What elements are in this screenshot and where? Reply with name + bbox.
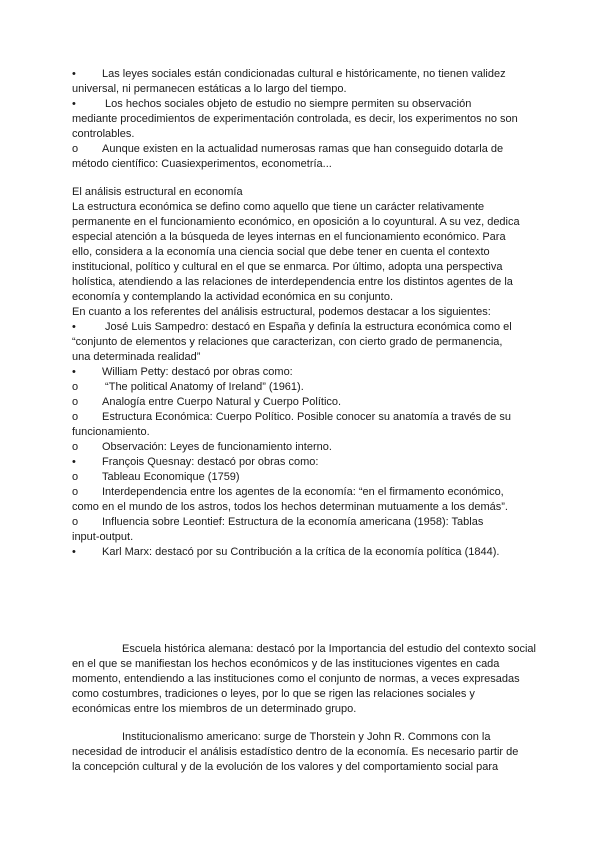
paragraph-line: momento, entendiendo a las instituciones como el conjunto de normas, a veces expresadas — [72, 673, 520, 685]
spacer — [72, 717, 530, 730]
paragraph-line: ello, considera a la economía una ciencia social que debe tener en cuenta el contexto — [72, 246, 490, 258]
bullet-text: controlables. — [72, 128, 135, 140]
bullet-text: Las leyes sociales están condicionadas cultural e históricamente, no tienen validez — [102, 68, 506, 80]
bullet-marker: o — [72, 486, 79, 498]
paragraph-line: necesidad de introducir el análisis estadístico dentro de la economía. Es necesario partir de — [72, 746, 519, 758]
list-item — [72, 440, 530, 455]
paragraph-line: holística, atendiendo a las relaciones de interdependencia entre los distintos agentes de la — [72, 276, 513, 288]
bullet-text: método científico: Cuasiexperimentos, econometría... — [72, 158, 332, 170]
bullet-text: François Quesnay: destacó por obras como: — [102, 456, 319, 468]
paragraph-line: permanente en el funcionamiento económico, en oposición a lo coyuntural. A su vez, dedica — [72, 216, 520, 228]
list-item — [72, 67, 530, 97]
referents-list — [72, 320, 530, 560]
document-page — [72, 67, 536, 775]
bullet-marker: • — [72, 366, 76, 378]
bullet-marker: o — [72, 516, 79, 528]
list-item — [72, 395, 530, 410]
bullet-text: José Luis Sampedro: destacó en España y definía la estructura económica como el — [102, 321, 512, 333]
bullet-text: “The political Anatomy of Ireland” (1961). — [102, 381, 304, 393]
institutionalism-paragraph — [72, 730, 530, 775]
bullet-text: Tableau Economique (1759) — [102, 471, 240, 483]
bullet-text: universal, ni permanecen estáticas a lo largo del tiempo. — [72, 83, 347, 95]
bullet-text: Interdependencia entre los agentes de la economía: “en el firmamento económico, — [102, 486, 504, 498]
bullet-text: Los hechos sociales objeto de estudio no siempre permiten su observación — [102, 98, 472, 110]
bullet-marker: • — [72, 321, 76, 333]
section-paragraph — [72, 200, 530, 320]
bullet-marker: o — [72, 411, 79, 423]
list-item — [72, 515, 530, 545]
bullet-text: William Petty: destacó por obras como: — [102, 366, 293, 378]
list-item — [72, 485, 530, 515]
bullet-text: Influencia sobre Leontief: Estructura de la economía americana (1958): Tablas — [102, 516, 484, 528]
list-item — [72, 545, 530, 560]
bullet-marker: • — [72, 68, 76, 80]
bullet-marker: o — [72, 381, 79, 393]
list-item — [72, 365, 530, 380]
list-item — [72, 455, 530, 470]
bullet-text: “conjunto de elementos y relaciones que caracterizan, con cierto grado de permanencia, — [72, 336, 503, 348]
bullet-marker: o — [72, 471, 79, 483]
bullet-text: funcionamiento. — [72, 426, 150, 438]
bullet-text: como en el mundo de los astros, todos los hechos determinan mutuamente a los demás”. — [72, 501, 508, 513]
spacer — [72, 172, 530, 185]
bullet-marker: o — [72, 143, 79, 155]
bullet-text: Karl Marx: destacó por su Contribución a la crítica de la economía política (1844). — [102, 546, 500, 558]
bullet-text: input-output. — [72, 531, 134, 543]
paragraph-line: Escuela histórica alemana: destacó por la Importancia del estudio del contexto social — [122, 643, 536, 655]
paragraph-line: especial atención a la búsqueda de leyes internas en el funcionamiento económico. Para — [72, 231, 506, 243]
list-item — [72, 97, 530, 142]
list-item — [72, 470, 530, 485]
paragraph-line: Institucionalismo americano: surge de Thorstein y John R. Commons con la — [122, 731, 491, 743]
list-item — [72, 320, 530, 365]
bullet-text: una determinada realidad” — [72, 351, 201, 363]
bullet-text: Analogía entre Cuerpo Natural y Cuerpo Político. — [102, 396, 342, 408]
historical-school-paragraph — [72, 642, 536, 717]
bullet-text: Observación: Leyes de funcionamiento interno. — [102, 441, 332, 453]
paragraph-line: institucional, político y cultural en el que se enmarca. Por último, adopta una perspectiva — [72, 261, 503, 273]
list-item — [72, 380, 530, 395]
bullet-text: Estructura Económica: Cuerpo Político. Posible conocer su anatomía a través de su — [102, 411, 512, 423]
section-title: El análisis estructural en economía — [72, 186, 243, 198]
spacer — [72, 560, 530, 642]
paragraph-line: como costumbres, tradiciones o leyes, por lo que se rigen las relaciones sociales y — [72, 688, 475, 700]
paragraph-line: En cuanto a los referentes del análisis estructural, podemos destacar a los siguientes: — [72, 306, 491, 318]
paragraph-line: económicas entre los miembros de un determinado grupo. — [72, 703, 357, 715]
bullet-marker: o — [72, 441, 79, 453]
paragraph-line: La estructura económica se defino como aquello que tiene un carácter relativamente — [72, 201, 485, 213]
bullet-marker: • — [72, 98, 76, 110]
bullet-marker: • — [72, 546, 76, 558]
bullet-marker: • — [72, 456, 76, 468]
bullet-marker: o — [72, 396, 79, 408]
paragraph-line: en el que se manifiestan los hechos económicos y de las instituciones vigentes en cada — [72, 658, 500, 670]
list-item — [72, 142, 530, 172]
paragraph-line: la concepción cultural y de la evolución de los valores y del comportamiento social para — [72, 761, 499, 773]
bullet-text: mediante procedimientos de experimentación controlada, es decir, los experimentos no son — [72, 113, 518, 125]
intro-bullet-list — [72, 67, 530, 172]
bullet-text: Aunque existen en la actualidad numerosas ramas que han conseguido dotarla de — [102, 143, 504, 155]
list-item — [72, 410, 530, 440]
paragraph-line: economía y contemplando la actividad económica en su conjunto. — [72, 291, 394, 303]
